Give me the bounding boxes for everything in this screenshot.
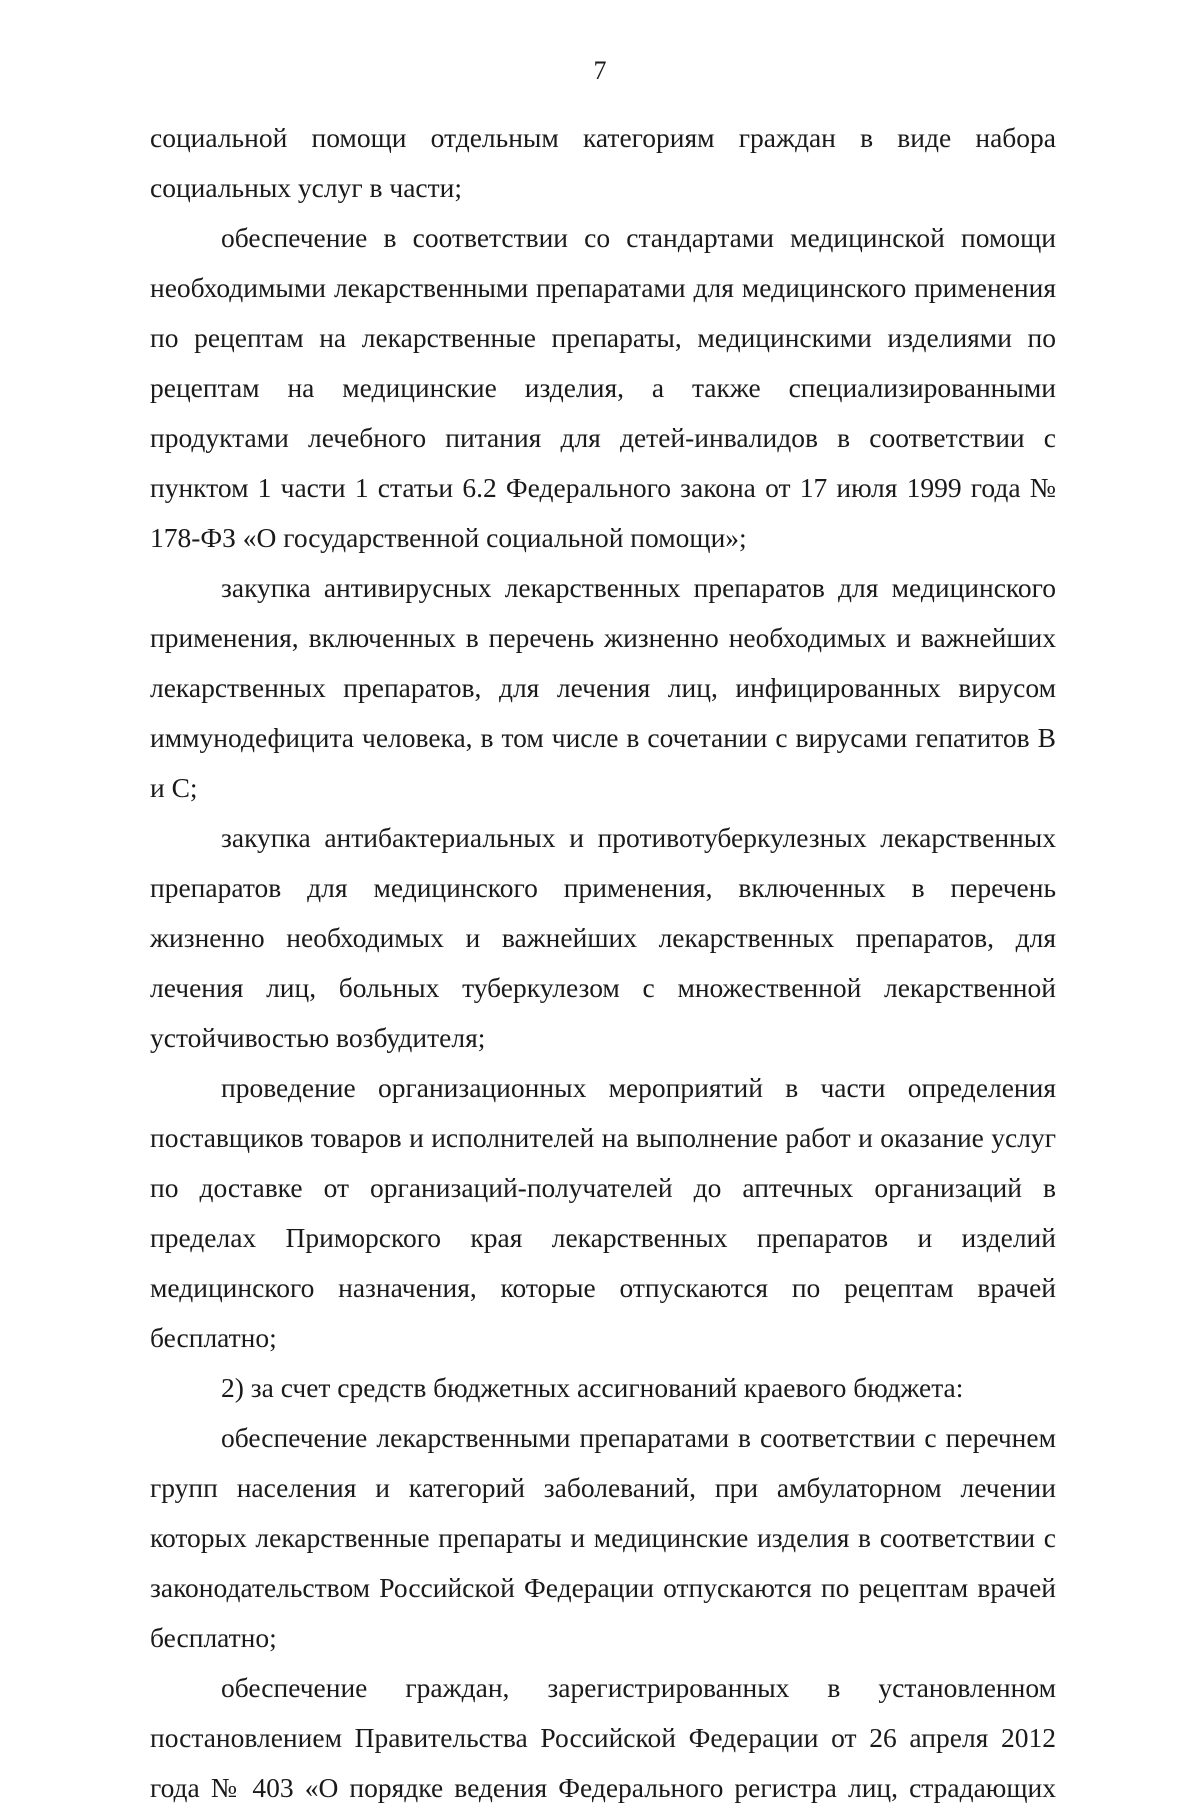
page-number: 7 [593,56,607,85]
paragraph-organizational-measures: проведение организационных мероприятий в части определения поставщиков товаров и исполнителей на выполнение работ и оказание услуг по доставке от организаций-получателей до аптечных организаций в пределах Приморского края лекарственных препаратов и изделий медицинского назначения, которые отпускаются по рецептам врачей бесплатно; [150,1072,1056,1353]
document-body [150,113,1056,1813]
paragraph-continuation: социальной помощи отдельным категориям граждан в виде набора социальных услуг в части; [150,122,1056,203]
paragraph-registered-citizens: обеспечение граждан, зарегистрированных в установленном постановлением Правительства Российской Федерации от 26 апреля 2012 года № 403 «О порядке ведения Федерального регистра лиц, страдающих [150,1672,1056,1803]
paragraph-regional-supply: обеспечение лекарственными препаратами в соответствии с перечнем групп населения и категорий заболеваний, при амбулаторном лечении которых лекарственные препараты и медицинские изделия в соответствии с законодательством Российской Федерации отпускаются по рецептам врачей бесплатно; [150,1422,1056,1653]
paragraph-federal-benefits: обеспечение в соответствии со стандартами медицинской помощи необходимыми лекарственными препаратами для медицинского применения по рецептам на лекарственные препараты, медицинскими изделиями по рецептам на медицинские изделия, а также специализированными продуктами лечебного питания для детей-инвалидов в соответствии с пунктом 1 части 1 статьи 6.2 Федерального закона от 17 июля 1999 года № 178-ФЗ «О государственной социальной помощи»; [150,222,1056,553]
paragraph-antibacterial-purchase: закупка антибактериальных и противотуберкулезных лекарственных препаратов для медицинского применения, включенных в перечень жизненно необходимых и важнейших лекарственных препаратов, для лечения лиц, больных туберкулезом с множественной лекарственной устойчивостью возбудителя; [150,822,1056,1053]
paragraph-antiviral-purchase: закупка антивирусных лекарственных препаратов для медицинского применения, включенных в перечень жизненно необходимых и важнейших лекарственных препаратов, для лечения лиц, инфицированных вирусом иммунодефицита человека, в том числе в сочетании с вирусами гепатитов B и C; [150,572,1056,803]
paragraph-regional-budget-heading: 2) за счет средств бюджетных ассигнований краевого бюджета: [221,1372,964,1403]
